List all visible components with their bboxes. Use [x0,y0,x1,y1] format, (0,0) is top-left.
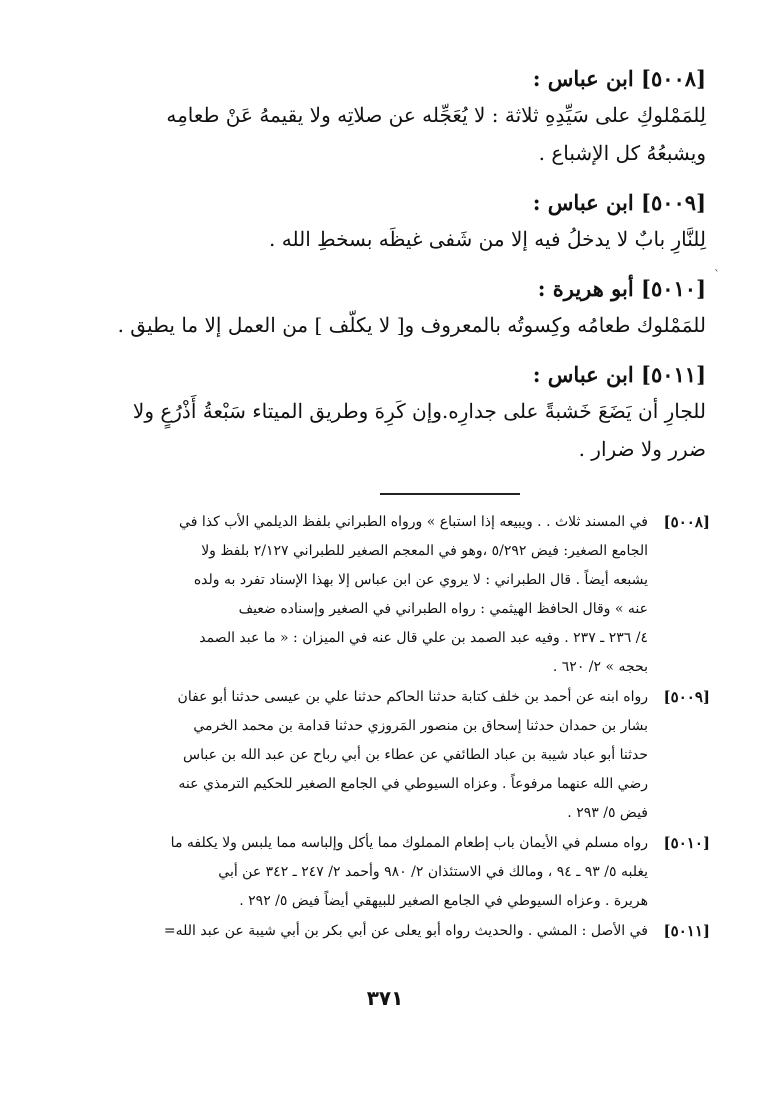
entry-line: لِلنَّارِ بابٌ لا يدخلُ فيه إلا من شَفى غيظَه بسخطِ الله . [269,227,706,251]
footnote-text [96,829,648,916]
footnote-line: بشار بن حمدان حدثنا إسحاق بن منصور المَروزي حدثنا قدامة بن محمد الخرمي [193,718,648,734]
footnote-5009 [96,683,710,828]
footnote-line: فيض ٥/ ٢٩٣ . [567,805,648,821]
entry-narrator: أبو هريرة : [537,276,634,301]
footnote-number: [٥٠٠٨] [663,513,710,531]
entry-narrator: ابن عباس : [532,190,634,215]
footnote-line: رواه ابنه عن أحمد بن خلف كتابة حدثنا الحاكم حدثنا علي بن عيسى حدثنا أبو عفان [177,689,648,705]
hadith-entry-5010 [72,272,706,344]
footnotes [96,508,710,947]
entry-number: [٥٠١٠] [641,276,706,301]
footnote-5008 [96,508,710,682]
entry-number: [٥٠٠٩] [641,190,706,215]
entry-line: للجارِ أن يَضَعَ خَشبةً على جدارِه.وإن كَرِهَ وطريق الميتاء سَبْعةُ أَذْرُعٍ ولا [132,399,706,423]
footnote-line: في المسند ثلاث . . ويبيعه إذا استباع » ورواه الطبراني بلفظ الديلمي الأب كذا في [179,514,648,530]
entry-narrator: ابن عباس : [532,66,634,91]
footnote-number: [٥٠١٠] [663,834,710,852]
entry-heading [72,186,706,220]
footnote-line: يشبعه أيضاً . قال الطبراني : لا يروي عن ابن عباس إلا بهذا الإسناد تفرد به ولده [193,572,648,588]
hadith-entry-5009 [72,186,706,258]
entry-number: [٥٠٠٨] [641,66,706,91]
footnote-text [96,917,648,946]
footnote-5010 [96,829,710,916]
entry-line: ويشبعُهُ كل الإشباع . [538,141,706,165]
entry-line: لِلمَمْلوكِ على سَيِّدِهِ ثلاثة : لا يُعَجِّله عن صلاتِه ولا يقيمهُ عَنْ طعامِه [166,103,706,127]
entry-heading [72,272,706,306]
hadith-entry-5008 [72,62,706,172]
footnote-line: هريرة . وعزاه السيوطي في الجامع الصغير للبيهقي أيضاً فيض ٥/ ٢٩٢ . [239,893,648,909]
footnote-line: في الأصل : المشي . والحديث رواه أبو يعلى عن أبي بكر بن أبي شيبة عن عبد الله= [163,923,648,939]
footnote-5011 [96,917,710,946]
footnote-line: عنه » وقال الحافظ الهيثمي : رواه الطبراني في الصغير وإسناده ضعيف [238,601,648,617]
footnote-line: رضي الله عنهما مرفوعاً . وعزاه السيوطي في الجامع الصغير للحكيم الترمذي عنه [178,776,648,792]
footnote-number: [٥٠٠٩] [663,688,710,706]
footnote-line: الجامع الصغير: فيض ٥/٢٩٢ ،وهو في المعجم الصغير للطبراني ٢/١٢٧ بلفظ ولا [201,543,648,559]
footnote-line: رواه مسلم في الأيمان باب إطعام المملوك مما يأكل وإلباسه مما يلبس ولا يكلفه ما [170,835,648,851]
entry-text [72,96,706,172]
entry-heading [72,358,706,392]
entry-number: [٥٠١١] [641,362,706,387]
entry-text [72,392,706,468]
footnote-line: حدثنا أبو عباد شيبة بن عباد الطائفي عن عطاء بن أبي رباح عن عبد الله بن عباس [183,747,648,763]
entry-text [72,306,706,344]
footnote-text [96,508,648,682]
entry-text [72,220,706,258]
page-number: ٣٧١ [366,986,404,1010]
footnote-line: يغلبه ٥/ ٩٣ ـ ٩٤ ، ومالك في الاستئذان ٢/ ٩٨٠ وأحمد ٢/ ٢٤٧ ـ ٣٤٢ عن أبي [218,864,648,880]
entry-line: للمَمْلوك طعامُه وكِسوتُه بالمعروف و[ لا يكلّف ] من العمل إلا ما يطيق . [117,313,706,337]
footnote-line: ٤/ ٢٣٦ ـ ٢٣٧ . وفيه عبد الصمد بن علي قال عنه في الميزان : « ما عبد الصمد [199,630,648,646]
hadith-entries [72,62,706,482]
footnote-number: [٥٠١١] [663,922,710,940]
hadith-entry-5011 [72,358,706,468]
footnote-divider [380,493,520,495]
footnote-line: بحجه » ٢/ ٦٢٠ . [552,659,648,675]
entry-narrator: ابن عباس : [532,362,634,387]
entry-heading [72,62,706,96]
entry-line: ضرر ولا ضرار . [578,437,706,461]
footnote-text [96,683,648,828]
scan-mark: ` [714,268,720,282]
